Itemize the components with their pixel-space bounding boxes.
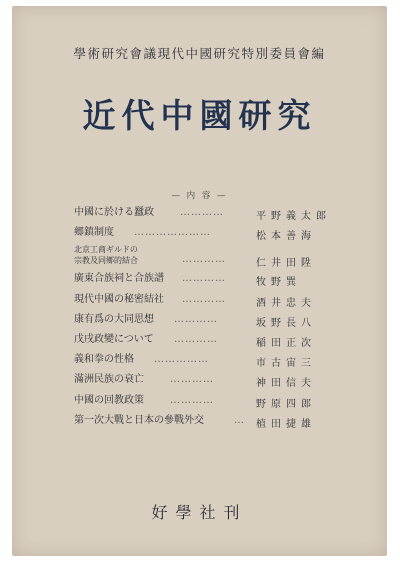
- toc-entry: [74, 410, 346, 430]
- toc-entry: [74, 289, 346, 309]
- toc-leader-dots: …………: [174, 333, 218, 345]
- toc-entry: [74, 329, 346, 349]
- toc-leader-dots: …………: [174, 313, 218, 325]
- toc-leader-dots: …………: [182, 273, 226, 285]
- toc-leader-dots: …………: [170, 374, 214, 386]
- toc-entry: [74, 369, 346, 389]
- toc-entry-author: 牧野巽: [256, 277, 301, 289]
- toc-entry-author: 植田捷雄: [256, 418, 316, 430]
- toc-entry-title: 康有爲の大同思想: [74, 313, 154, 325]
- toc-entry-author: 酒井忠夫: [256, 297, 316, 309]
- toc-entry: [74, 309, 346, 329]
- toc-entry: [74, 268, 346, 288]
- toc-entry: [74, 242, 346, 268]
- book-title: 近代中國研究: [82, 96, 317, 135]
- toc-entry-title: 中國に於ける蠶政: [74, 207, 154, 218]
- toc-entry: [74, 349, 346, 369]
- toc-leader-dots: …………: [170, 394, 214, 406]
- contents-heading: — 内 容 —: [171, 191, 228, 201]
- toc-entry-title: 郷鎮制度: [74, 227, 114, 239]
- toc-entry-author: 市古宙三: [256, 358, 316, 370]
- toc-entry-title: 廣東合族祠と合族譜: [74, 273, 164, 285]
- toc-entry-author: 平野義太郎: [256, 211, 331, 222]
- toc-entry-author: 松本善海: [256, 231, 316, 243]
- toc-entry-title: 戊戌政變について: [74, 333, 154, 345]
- toc-entry-author: 野原四郎: [256, 398, 316, 410]
- toc-leader-dots: …………: [182, 293, 226, 305]
- toc-entry-author: 坂野長八: [256, 317, 316, 329]
- toc-entry-title: 現代中國の秘密結社: [74, 293, 164, 305]
- toc-entry-author: 稲田正次: [256, 337, 316, 349]
- toc-leader-dots: ……………: [154, 354, 209, 366]
- toc-leader-dots: …………: [180, 207, 224, 218]
- toc-entry: [74, 390, 346, 410]
- toc-entry-author: 神田信夫: [256, 378, 316, 390]
- toc-entry: [74, 222, 346, 242]
- publisher-name: 好學社刊: [151, 503, 248, 522]
- toc-entry-title: 義和拳の性格: [74, 354, 134, 366]
- table-of-contents: [74, 202, 346, 430]
- toc-leader-dots: …: [234, 414, 245, 426]
- toc-entry-title: 第一次大戰と日本の參戰外交: [74, 414, 204, 426]
- toc-entry: [74, 202, 346, 222]
- toc-entry-title: 中國の回教政策: [74, 394, 144, 406]
- book-cover: [12, 6, 387, 556]
- toc-entry-title: 北京工商ギルドの 宗教及同鄉的結合: [74, 245, 138, 266]
- toc-leader-dots: …………: [182, 254, 226, 266]
- toc-entry-author: 仁井田陞: [256, 258, 316, 270]
- editor-line: 學術研究會議現代中國研究特別委員會編: [73, 46, 326, 61]
- toc-leader-dots: …………………: [134, 227, 211, 239]
- toc-entry-title: 滿洲民族の衰亡: [74, 374, 144, 386]
